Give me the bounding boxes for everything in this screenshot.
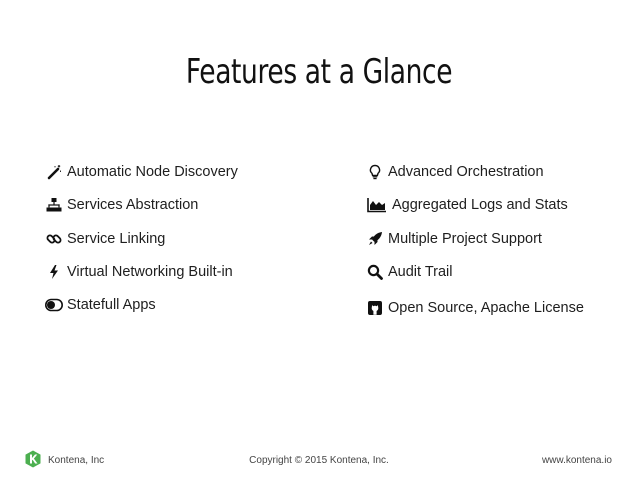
footer-copyright: Copyright © 2015 Kontena, Inc. <box>249 455 389 466</box>
footer-website-link[interactable]: www.kontena.io <box>541 455 612 466</box>
feature-services-abstraction <box>45 195 198 215</box>
toggle-icon <box>45 297 63 313</box>
feature-label: Advanced Orchestration <box>388 164 544 180</box>
footer-company: Kontena, Inc <box>48 455 105 466</box>
rocket-icon <box>366 231 384 247</box>
area-chart-icon <box>366 197 388 213</box>
link-icon <box>45 231 63 247</box>
slide-footer <box>0 448 638 472</box>
feature-automatic-node-discovery <box>45 162 238 182</box>
feature-label: Open Source, Apache License <box>388 300 584 316</box>
magic-wand-icon <box>45 164 63 180</box>
feature-label: Automatic Node Discovery <box>67 164 238 180</box>
feature-label: Statefull Apps <box>67 297 156 313</box>
feature-service-linking <box>45 229 165 249</box>
feature-statefull-apps <box>45 295 156 315</box>
feature-aggregated-logs <box>366 195 568 215</box>
feature-label: Aggregated Logs and Stats <box>392 197 568 213</box>
feature-audit-trail <box>366 262 452 282</box>
github-icon <box>366 300 384 316</box>
feature-virtual-networking <box>45 262 233 282</box>
sitemap-icon <box>45 197 63 213</box>
lightbulb-icon <box>366 164 384 180</box>
feature-label: Service Linking <box>67 231 166 247</box>
feature-label: Services Abstraction <box>67 197 199 213</box>
feature-label: Multiple Project Support <box>388 231 542 247</box>
feature-multiple-project-support <box>366 229 542 249</box>
slide-title: Features at a Glance <box>185 52 453 92</box>
lightning-bolt-icon <box>45 264 63 280</box>
feature-label: Virtual Networking Built-in <box>67 264 233 280</box>
feature-open-source <box>366 298 584 318</box>
feature-advanced-orchestration <box>366 162 544 182</box>
search-icon <box>366 264 384 280</box>
feature-label: Audit Trail <box>388 264 453 280</box>
